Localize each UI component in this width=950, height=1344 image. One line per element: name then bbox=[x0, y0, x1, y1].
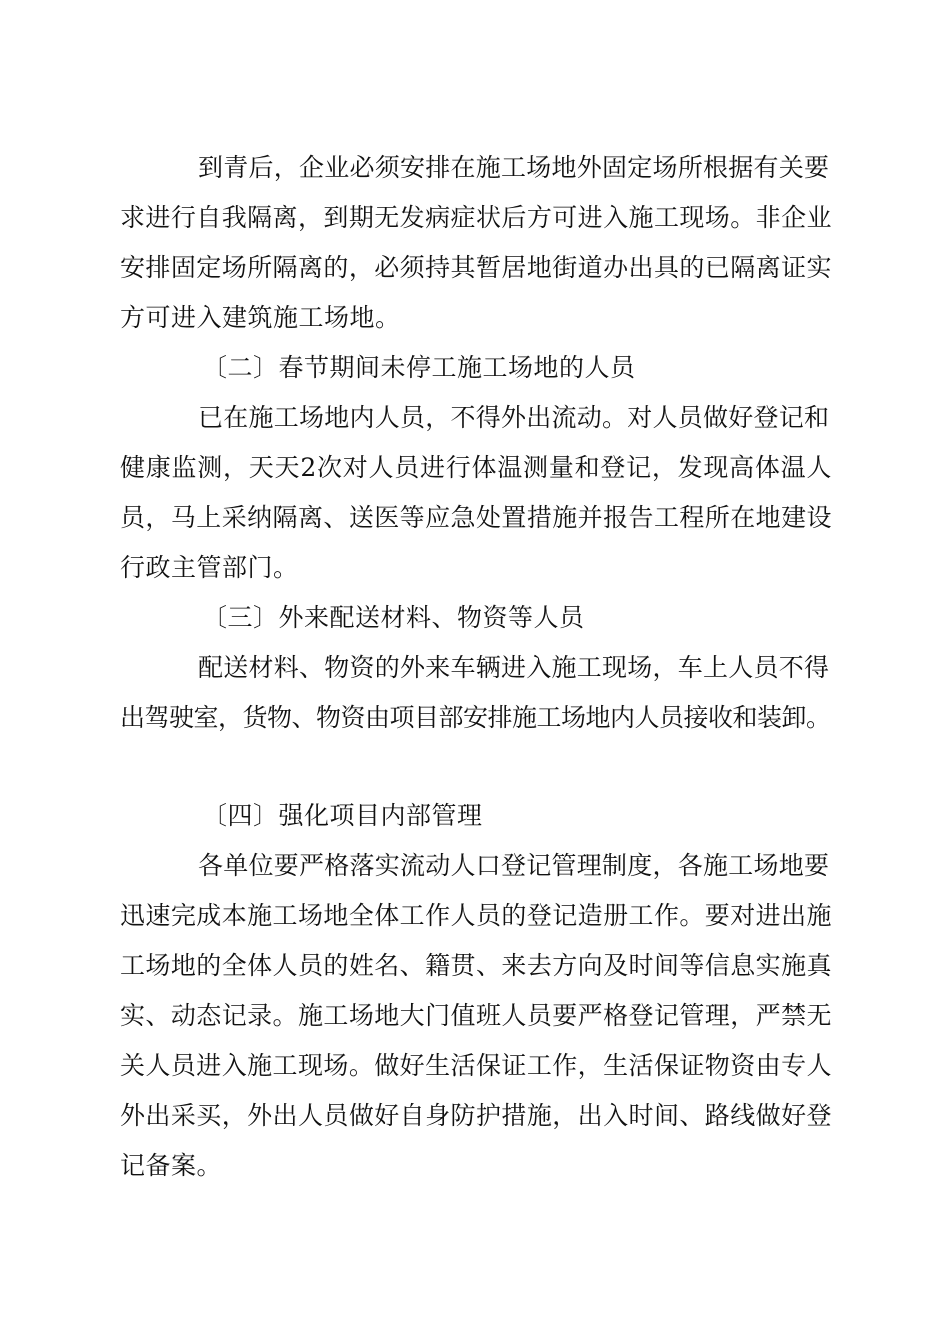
paragraph-line: 安排固定场所隔离的，必须持其暂居地街道办出具的已隔离证实 bbox=[120, 253, 832, 282]
paragraph-line: 各单位要严格落实流动人口登记管理制度，各施工场地要 bbox=[198, 851, 830, 880]
section-heading: 〔四〕强化项目内部管理 bbox=[202, 801, 483, 830]
paragraph-line: 配送材料、物资的外来车辆进入施工现场，车上人员不得 bbox=[198, 653, 830, 682]
paragraph-line: 实、动态记录。施工场地大门值班人员要严格登记管理，严禁无 bbox=[120, 1001, 832, 1030]
paragraph-line: 到青后，企业必须安排在施工场地外固定场所根据有关要 bbox=[198, 153, 830, 182]
section-heading: 〔二〕春节期间未停工施工场地的人员 bbox=[202, 353, 636, 382]
paragraph-line: 方可进入建筑施工场地。 bbox=[120, 303, 401, 332]
paragraph-line: 已在施工场地内人员，不得外出流动。对人员做好登记和 bbox=[198, 403, 830, 432]
paragraph-line: 健康监测，天天2次对人员进行体温测量和登记，发现高体温人 bbox=[120, 453, 833, 482]
paragraph-line: 员，马上采纳隔离、送医等应急处置措施并报告工程所在地建设 bbox=[120, 503, 832, 532]
paragraph-line: 迅速完成本施工场地全体工作人员的登记造册工作。要对进出施 bbox=[120, 901, 832, 930]
paragraph-line: 外出采买，外出人员做好自身防护措施，出入时间、路线做好登 bbox=[120, 1101, 832, 1130]
section-heading: 〔三〕外来配送材料、物资等人员 bbox=[202, 603, 585, 632]
paragraph-line: 求进行自我隔离，到期无发病症状后方可进入施工现场。非企业 bbox=[120, 203, 832, 232]
paragraph-line: 出驾驶室，货物、物资由项目部安排施工场地内人员接收和装卸。 bbox=[120, 703, 831, 732]
paragraph-line: 行政主管部门。 bbox=[120, 553, 299, 582]
paragraph-line: 工场地的全体人员的姓名、籍贯、来去方向及时间等信息实施真 bbox=[120, 951, 832, 980]
paragraph-line: 记备案。 bbox=[120, 1151, 223, 1180]
paragraph-line: 关人员进入施工现场。做好生活保证工作，生活保证物资由专人 bbox=[120, 1051, 832, 1080]
